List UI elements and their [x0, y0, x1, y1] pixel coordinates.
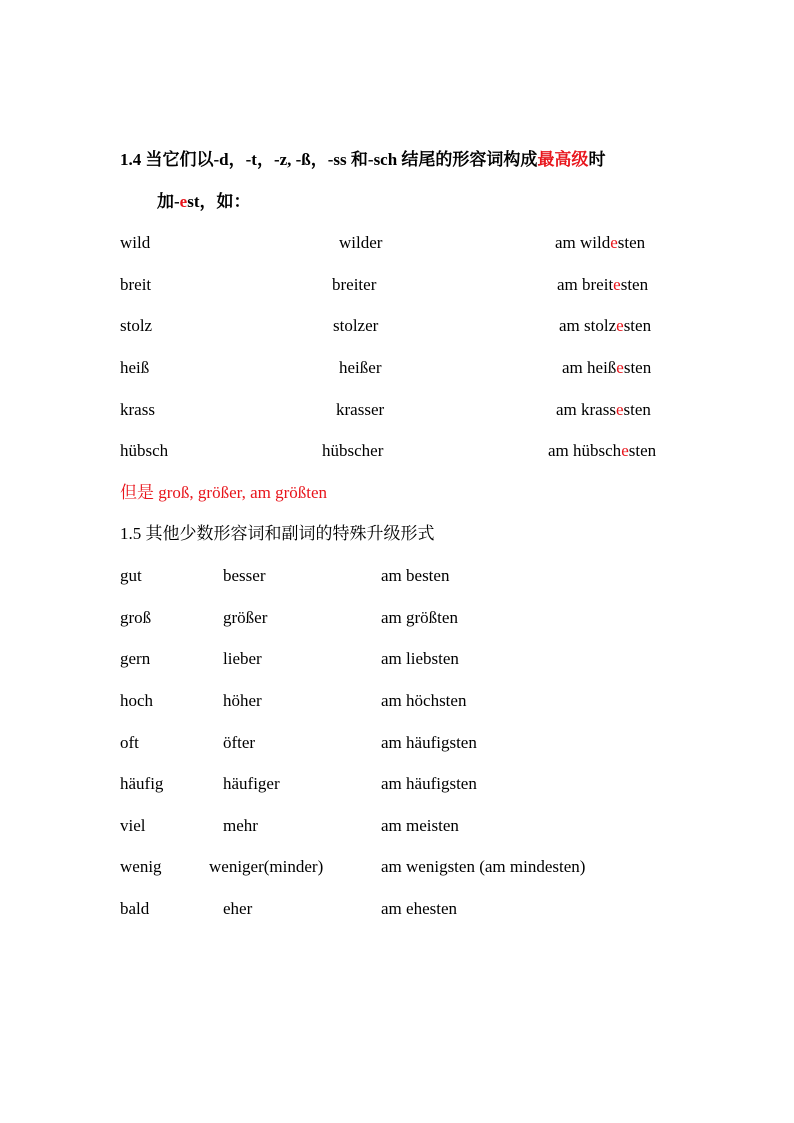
- superlative-form: am hübschesten: [548, 441, 657, 460]
- base-form: wild: [120, 233, 151, 252]
- comparative-form: größer: [223, 608, 268, 627]
- base-form: breit: [120, 275, 152, 294]
- section-1-5-heading: 1.5 其他少数形容词和副词的特殊升级形式: [120, 524, 435, 543]
- comparative-form: höher: [223, 691, 262, 710]
- section-1-4-heading: [120, 150, 605, 170]
- comparative-form: öfter: [223, 733, 256, 752]
- heading-prefix: 1.4 当它们以-d，-t，-z, -ß，-ss 和-sch 结尾的形容词构成: [120, 150, 538, 169]
- superlative-form: am häufigsten: [381, 733, 477, 752]
- comparative-form: hübscher: [322, 441, 384, 460]
- subline-suffix: st，如：: [187, 192, 251, 211]
- base-form: wenig: [120, 857, 162, 876]
- comparative-form: eher: [223, 899, 253, 918]
- base-form: gern: [120, 649, 151, 668]
- superlative-form: am wenigsten (am mindesten): [381, 857, 586, 876]
- base-form: groß: [120, 608, 152, 627]
- comparative-form: heißer: [339, 358, 382, 377]
- comparative-form: wilder: [339, 233, 383, 252]
- subline-red: e: [179, 192, 188, 211]
- superlative-form: am größten: [381, 608, 458, 627]
- base-form: gut: [120, 566, 142, 585]
- base-form: häufig: [120, 774, 164, 793]
- comparative-form: krasser: [336, 400, 385, 419]
- superlative-form: am stolzesten: [559, 316, 652, 335]
- base-form: hübsch: [120, 441, 169, 460]
- superlative-form: am heißesten: [562, 358, 652, 377]
- comparative-form: stolzer: [333, 316, 379, 335]
- base-form: hoch: [120, 691, 154, 710]
- comparative-form: besser: [223, 566, 266, 585]
- superlative-form: am breitesten: [557, 275, 649, 294]
- superlative-form: am ehesten: [381, 899, 457, 918]
- superlative-form: am meisten: [381, 816, 459, 835]
- heading-highlight: 最高级: [537, 150, 589, 169]
- base-form: bald: [120, 899, 150, 918]
- exception-note: 但是 groß, größer, am größten: [120, 483, 328, 502]
- base-form: stolz: [120, 316, 153, 335]
- comparative-form: breiter: [332, 275, 377, 294]
- comparative-form: mehr: [223, 816, 258, 835]
- superlative-form: am liebsten: [381, 649, 459, 668]
- heading-suffix: 时: [588, 150, 606, 169]
- base-form: oft: [120, 733, 139, 752]
- superlative-form: am krassesten: [556, 400, 651, 419]
- superlative-form: am höchsten: [381, 691, 467, 710]
- superlative-form: am wildesten: [555, 233, 646, 252]
- section-1-4-subline: [157, 192, 251, 212]
- base-form: viel: [120, 816, 146, 835]
- base-form: heiß: [120, 358, 150, 377]
- base-form: krass: [120, 400, 155, 419]
- superlative-form: am häufigsten: [381, 774, 477, 793]
- comparative-form: häufiger: [223, 774, 280, 793]
- comparative-form: lieber: [223, 649, 262, 668]
- superlative-form: am besten: [381, 566, 450, 585]
- comparative-form: weniger(minder): [209, 857, 324, 876]
- subline-prefix: 加-: [157, 192, 180, 211]
